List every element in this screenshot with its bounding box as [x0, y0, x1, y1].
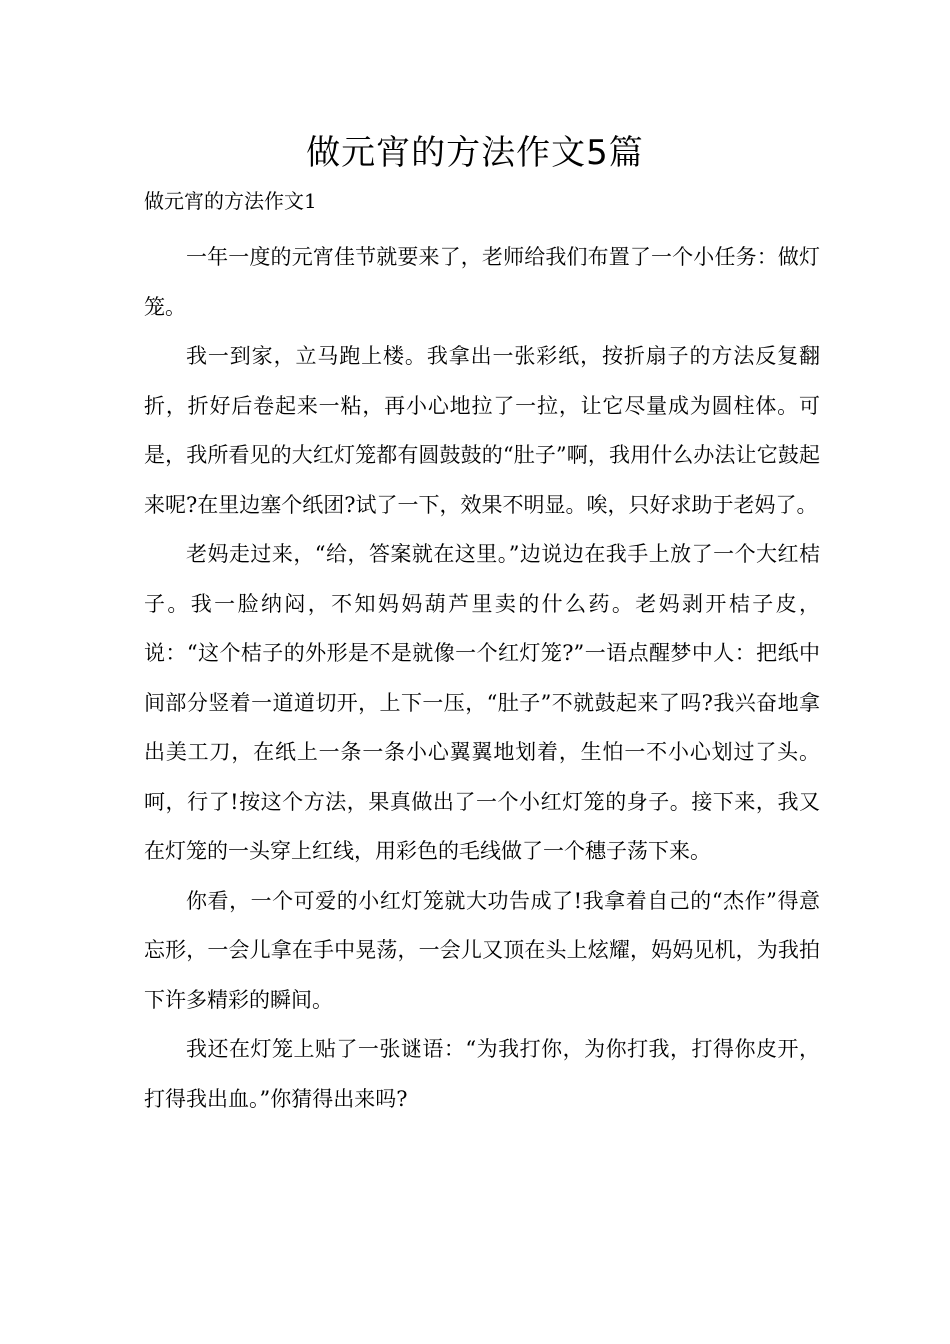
paragraph-5: 我还在灯笼上贴了一张谜语：“为我打你，为你打我，打得你皮开，打得我出血。”你猜得出来吗?: [144, 1037, 820, 1111]
paragraph-3: 老妈走过来，“给，答案就在这里。”边说边在我手上放了一个大红桔子。我一脸纳闷，不知妈妈葫芦里卖的什么药。老妈剥开桔子皮，说：“这个桔子的外形是不是就像一个红灯笼?”一语点醒梦中人：把纸中间部分竖着一道道切开，上下一压，“肚子”不就鼓起来了吗?我兴奋地拿出美工刀，在纸上一条一条小心翼翼地划着，生怕一不小心划过了头。呵，行了!按这个方法，果真做出了一个小红灯笼的身子。接下来，我又在灯笼的一头穿上红线，用彩色的毛线做了一个穗子荡下来。: [144, 542, 820, 863]
paragraph-2: 我一到家，立马跑上楼。我拿出一张彩纸，按折扇子的方法反复翻折，折好后卷起来一粘，再小心地拉了一拉，让它尽量成为圆柱体。可是，我所看见的大红灯笼都有圆鼓鼓的“肚子”啊，我用什么办法让它鼓起来呢?在里边塞个纸团?试了一下，效果不明显。唉，只好求助于老妈了。: [144, 344, 820, 517]
document-title: 做元宵的方法作文5篇: [306, 133, 644, 173]
paragraph-4: 你看，一个可爱的小红灯笼就大功告成了!我拿着自己的“杰作”得意忘形，一会儿拿在手中晃荡，一会儿又顶在头上炫耀，妈妈见机，为我拍下许多精彩的瞬间。: [144, 888, 820, 1012]
section-heading: 做元宵的方法作文1: [144, 189, 317, 213]
paragraph-1: 一年一度的元宵佳节就要来了，老师给我们布置了一个小任务：做灯笼。: [144, 245, 820, 319]
essay-body: [144, 233, 820, 1124]
